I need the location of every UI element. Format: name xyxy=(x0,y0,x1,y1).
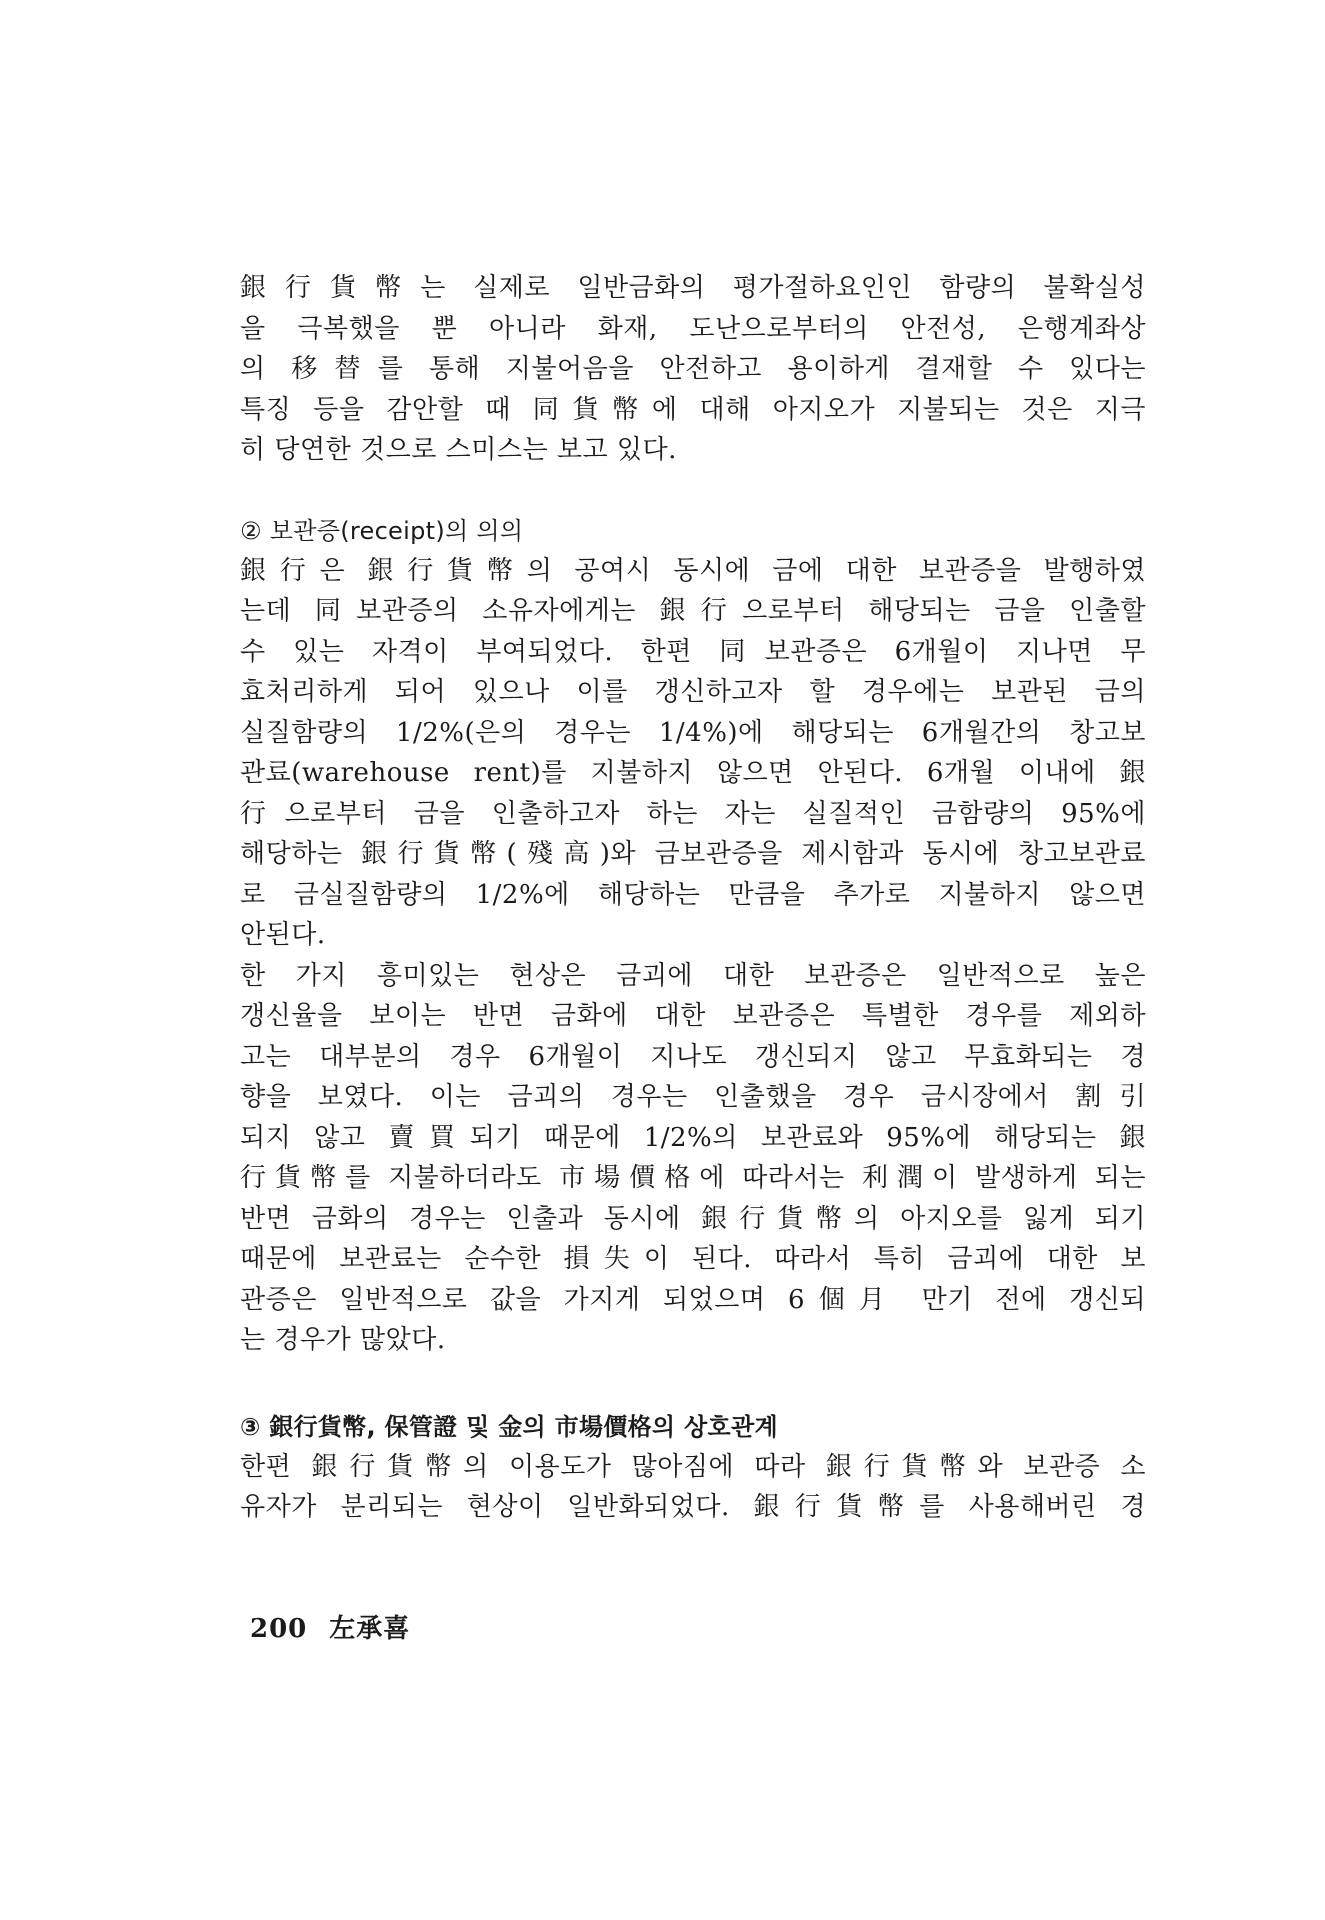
text-line: 行으로부터 금을 인출하고자 하는 자는 실질적인 금함량의 95%에 xyxy=(240,798,1146,829)
text-line: 반면 금화의 경우는 인출과 동시에 銀行貨幣의 아지오를 잃게 되기 xyxy=(240,1203,1146,1234)
page-body xyxy=(240,268,1146,1528)
paragraph-1 xyxy=(240,268,1146,471)
text-line: 을 극복했을 뿐 아니라 화재, 도난으로부터의 안전성, 은행계좌상 xyxy=(240,313,1146,344)
text-line: 안된다. xyxy=(240,920,326,950)
section-heading-relations: ③ 銀行貨幣, 保管證 및 金의 市場價格의 상호관계 xyxy=(240,1412,778,1441)
text-line: 한 가지 흥미있는 현상은 금괴에 대한 보관증은 일반적으로 높은 xyxy=(240,960,1146,991)
text-line: 관증은 일반적으로 값을 가지게 되었으며 6個月 만기 전에 갱신되 xyxy=(240,1284,1146,1315)
author-name: 左承喜 xyxy=(329,1614,411,1644)
text-line: 갱신율을 보이는 반면 금화에 대한 보관증은 특별한 경우를 제외하 xyxy=(240,1001,1146,1031)
text-line: 는데 同보관증의 소유자에게는 銀行으로부터 해당되는 금을 인출할 xyxy=(240,596,1146,626)
text-line: 되지 않고 賣買되기 때문에 1/2%의 보관료와 95%에 해당되는 銀 xyxy=(240,1122,1146,1153)
text-line: 고는 대부분의 경우 6개월이 지나도 갱신되지 않고 무효화되는 경 xyxy=(240,1041,1146,1072)
text-line: 관료(warehouse rent)를 지불하지 않으면 안된다. 6개월 이내에 銀 xyxy=(240,758,1146,788)
text-line: 실질함량의 1/2%(은의 경우는 1/4%)에 해당되는 6개월간의 창고보 xyxy=(240,717,1146,748)
text-line: 는 경우가 많았다. xyxy=(240,1325,446,1355)
text-line: 로 금실질함량의 1/2%에 해당하는 만큼을 추가로 지불하지 않으면 xyxy=(240,879,1146,910)
text-line: 銀行貨幣는 실제로 일반금화의 평가절하요인인 함량의 불확실성 xyxy=(240,273,1146,303)
section-heading-receipt: ② 보관증(receipt)의 의의 xyxy=(240,516,524,545)
text-line: 해당하는 銀行貨幣(殘高)와 금보관증을 제시함과 동시에 창고보관료 xyxy=(240,839,1146,869)
paragraph-3 xyxy=(240,956,1146,1361)
text-line: 수 있는 자격이 부여되었다. 한편 同보관증은 6개월이 지나면 무 xyxy=(240,636,1146,667)
page-number: 200 xyxy=(250,1614,308,1644)
text-line: 銀行은 銀行貨幣의 공여시 동시에 금에 대한 보관증을 발행하였 xyxy=(240,555,1146,586)
text-line: 의 移替를 통해 지불어음을 안전하고 용이하게 결재할 수 있다는 xyxy=(240,354,1146,384)
text-line: 효처리하게 되어 있으나 이를 갱신하고자 할 경우에는 보관된 금의 xyxy=(240,677,1146,707)
text-line: 行貨幣를 지불하더라도 市場價格에 따라서는 利潤이 발생하게 되는 xyxy=(240,1163,1146,1193)
text-line: 유자가 분리되는 현상이 일반화되었다. 銀行貨幣를 사용해버린 경 xyxy=(240,1492,1146,1522)
paragraph-4 xyxy=(240,1447,1146,1528)
text-line: 특징 등을 감안할 때 同貨幣에 대해 아지오가 지불되는 것은 지극 xyxy=(240,394,1146,425)
text-line: 때문에 보관료는 순수한 損失이 된다. 따라서 특히 금괴에 대한 보 xyxy=(240,1244,1146,1274)
text-line: 히 당연한 것으로 스미스는 보고 있다. xyxy=(240,435,677,465)
paragraph-2 xyxy=(240,551,1146,956)
page-footer xyxy=(250,1608,410,1645)
text-line: 향을 보였다. 이는 금괴의 경우는 인출했을 경우 금시장에서 割引 xyxy=(240,1082,1146,1112)
text-line: 한편 銀行貨幣의 이용도가 많아짐에 따라 銀行貨幣와 보관증 소 xyxy=(240,1451,1146,1482)
